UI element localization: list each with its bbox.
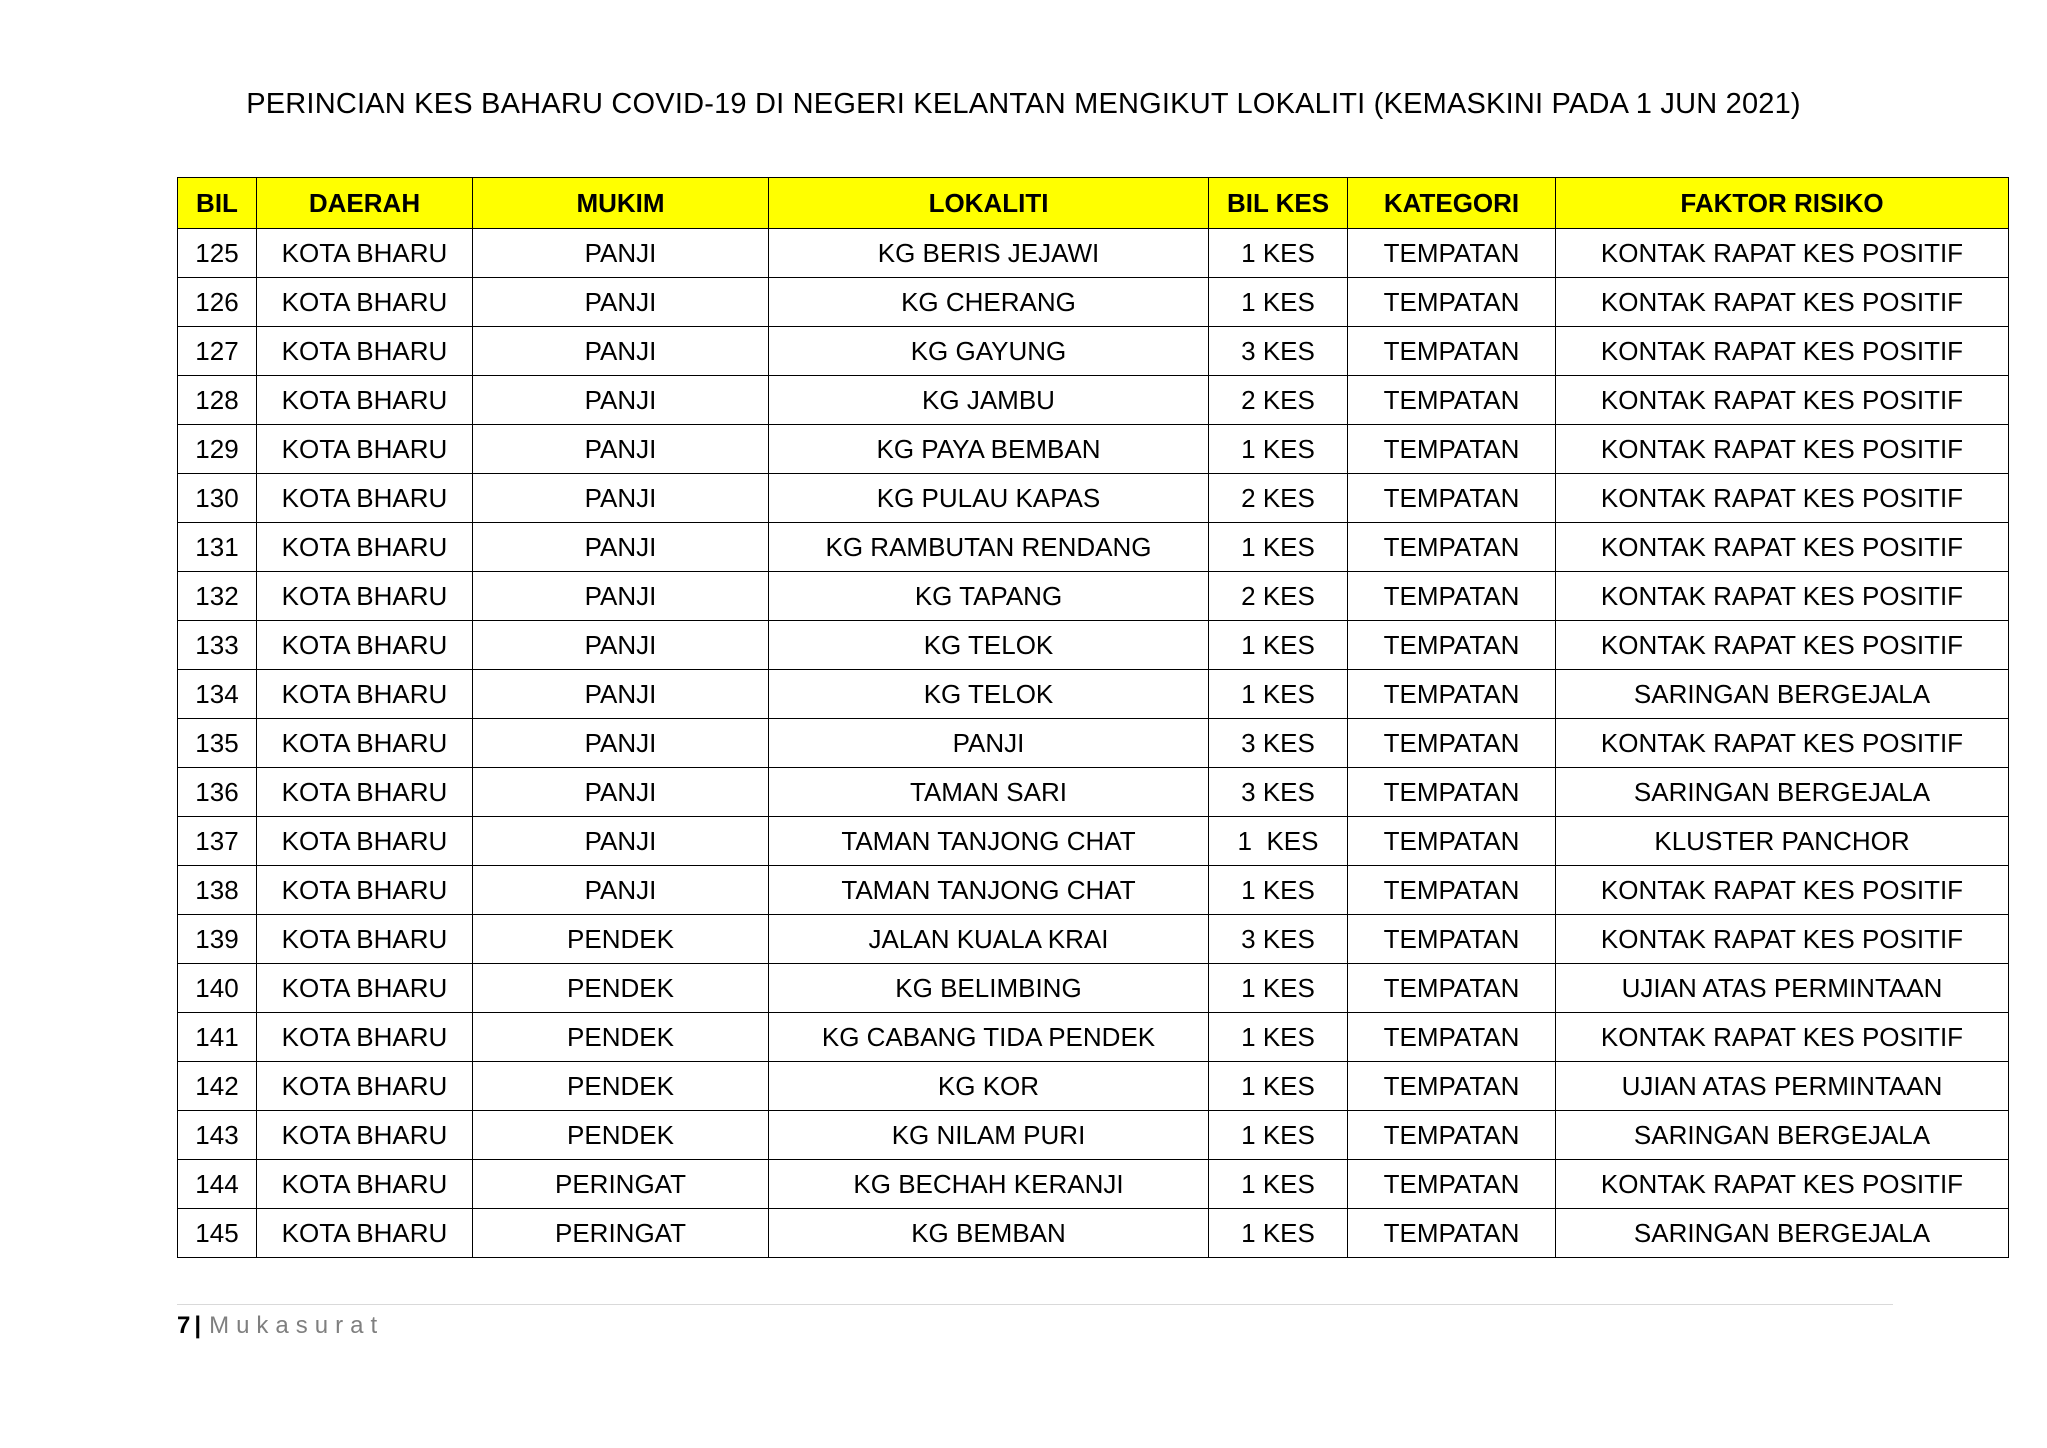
cell-faktor-risiko: KONTAK RAPAT KES POSITIF [1556, 1013, 2009, 1062]
cell-faktor-risiko: KONTAK RAPAT KES POSITIF [1556, 866, 2009, 915]
cell-lokaliti: KG TAPANG [769, 572, 1209, 621]
cell-mukim: PANJI [473, 572, 769, 621]
cell-kategori: TEMPATAN [1348, 768, 1556, 817]
table-row [178, 768, 2009, 817]
cell-mukim: PANJI [473, 376, 769, 425]
table-row [178, 915, 2009, 964]
cell-bil-kes: 3 KES [1209, 915, 1348, 964]
cell-daerah: KOTA BHARU [257, 572, 473, 621]
document-title: PERINCIAN KES BAHARU COVID-19 DI NEGERI KELANTAN MENGIKUT LOKALITI (KEMASKINI PADA 1 JUN 2021) [246, 88, 1801, 120]
cell-bil: 131 [178, 523, 257, 572]
cell-bil: 129 [178, 425, 257, 474]
cell-kategori: TEMPATAN [1348, 474, 1556, 523]
cell-bil-kes: 3 KES [1209, 327, 1348, 376]
cell-faktor-risiko: SARINGAN BERGEJALA [1556, 768, 2009, 817]
cell-bil-kes: 3 KES [1209, 719, 1348, 768]
cell-bil-kes: 1 KES [1209, 1062, 1348, 1111]
table-row [178, 866, 2009, 915]
cell-faktor-risiko: SARINGAN BERGEJALA [1556, 1209, 2009, 1258]
cell-faktor-risiko: UJIAN ATAS PERMINTAAN [1556, 1062, 2009, 1111]
cell-mukim: PENDEK [473, 964, 769, 1013]
cell-bil-kes: 1 KES [1209, 1013, 1348, 1062]
cell-kategori: TEMPATAN [1348, 1013, 1556, 1062]
cell-bil-kes: 2 KES [1209, 572, 1348, 621]
cell-mukim: PERINGAT [473, 1160, 769, 1209]
page-footer [177, 1312, 384, 1340]
cell-bil: 145 [178, 1209, 257, 1258]
cell-bil: 144 [178, 1160, 257, 1209]
cell-mukim: PANJI [473, 670, 769, 719]
cell-faktor-risiko: KONTAK RAPAT KES POSITIF [1556, 278, 2009, 327]
table-row [178, 1013, 2009, 1062]
header-mukim: MUKIM [473, 178, 769, 229]
header-daerah: DAERAH [257, 178, 473, 229]
table-row [178, 523, 2009, 572]
cell-lokaliti: TAMAN TANJONG CHAT [769, 866, 1209, 915]
cell-bil-kes: 3 KES [1209, 768, 1348, 817]
header-lokaliti: LOKALITI [769, 178, 1209, 229]
cell-bil: 132 [178, 572, 257, 621]
cell-kategori: TEMPATAN [1348, 327, 1556, 376]
cell-mukim: PERINGAT [473, 1209, 769, 1258]
cell-bil: 143 [178, 1111, 257, 1160]
cell-daerah: KOTA BHARU [257, 327, 473, 376]
cell-kategori: TEMPATAN [1348, 1209, 1556, 1258]
cell-kategori: TEMPATAN [1348, 621, 1556, 670]
cell-lokaliti: KG CABANG TIDA PENDEK [769, 1013, 1209, 1062]
cell-bil-kes: 1 KES [1209, 1111, 1348, 1160]
cell-mukim: PANJI [473, 425, 769, 474]
cell-kategori: TEMPATAN [1348, 964, 1556, 1013]
cell-kategori: TEMPATAN [1348, 1062, 1556, 1111]
footer-divider [177, 1304, 1893, 1305]
cell-mukim: PANJI [473, 229, 769, 278]
cell-lokaliti: KG BEMBAN [769, 1209, 1209, 1258]
cell-faktor-risiko: KONTAK RAPAT KES POSITIF [1556, 719, 2009, 768]
cell-daerah: KOTA BHARU [257, 1062, 473, 1111]
cell-daerah: KOTA BHARU [257, 1160, 473, 1209]
header-faktor-risiko: FAKTOR RISIKO [1556, 178, 2009, 229]
table-row [178, 229, 2009, 278]
cell-daerah: KOTA BHARU [257, 719, 473, 768]
cell-faktor-risiko: KONTAK RAPAT KES POSITIF [1556, 425, 2009, 474]
cell-lokaliti: PANJI [769, 719, 1209, 768]
cell-faktor-risiko: KONTAK RAPAT KES POSITIF [1556, 915, 2009, 964]
cell-bil-kes: 1 KES [1209, 621, 1348, 670]
cell-bil-kes: 1 KES [1209, 866, 1348, 915]
cell-daerah: KOTA BHARU [257, 670, 473, 719]
cell-faktor-risiko: KONTAK RAPAT KES POSITIF [1556, 572, 2009, 621]
cell-lokaliti: KG BECHAH KERANJI [769, 1160, 1209, 1209]
table-row [178, 474, 2009, 523]
cell-daerah: KOTA BHARU [257, 621, 473, 670]
table-row [178, 1111, 2009, 1160]
cell-bil-kes: 1 KES [1209, 523, 1348, 572]
cell-daerah: KOTA BHARU [257, 1111, 473, 1160]
header-bil: BIL [178, 178, 257, 229]
cell-bil: 133 [178, 621, 257, 670]
cell-bil: 137 [178, 817, 257, 866]
cell-faktor-risiko: KONTAK RAPAT KES POSITIF [1556, 376, 2009, 425]
cell-mukim: PANJI [473, 327, 769, 376]
cell-lokaliti: KG RAMBUTAN RENDANG [769, 523, 1209, 572]
cell-mukim: PANJI [473, 523, 769, 572]
cell-daerah: KOTA BHARU [257, 915, 473, 964]
cell-mukim: PANJI [473, 474, 769, 523]
cell-faktor-risiko: KONTAK RAPAT KES POSITIF [1556, 327, 2009, 376]
table-header-row [178, 178, 2009, 229]
cell-lokaliti: KG TELOK [769, 621, 1209, 670]
table-row [178, 817, 2009, 866]
cell-mukim: PANJI [473, 817, 769, 866]
cell-lokaliti: KG CHERANG [769, 278, 1209, 327]
cell-kategori: TEMPATAN [1348, 376, 1556, 425]
cell-bil-kes: 1 KES [1209, 670, 1348, 719]
table-row [178, 719, 2009, 768]
cell-bil-kes: 1 KES [1209, 817, 1348, 866]
table-row [178, 1062, 2009, 1111]
cell-kategori: TEMPATAN [1348, 915, 1556, 964]
cell-lokaliti: TAMAN SARI [769, 768, 1209, 817]
page-number: 7 [177, 1312, 191, 1339]
cell-bil: 139 [178, 915, 257, 964]
cell-lokaliti: KG GAYUNG [769, 327, 1209, 376]
table-row [178, 572, 2009, 621]
cell-bil-kes: 1 KES [1209, 964, 1348, 1013]
table-row [178, 425, 2009, 474]
footer-separator: | [194, 1312, 202, 1339]
cell-lokaliti: KG NILAM PURI [769, 1111, 1209, 1160]
cell-lokaliti: KG PULAU KAPAS [769, 474, 1209, 523]
cell-bil: 138 [178, 866, 257, 915]
cell-daerah: KOTA BHARU [257, 1209, 473, 1258]
cell-bil-kes: 2 KES [1209, 376, 1348, 425]
cell-kategori: TEMPATAN [1348, 670, 1556, 719]
cell-faktor-risiko: KONTAK RAPAT KES POSITIF [1556, 621, 2009, 670]
table-row [178, 621, 2009, 670]
cell-kategori: TEMPATAN [1348, 425, 1556, 474]
cell-kategori: TEMPATAN [1348, 866, 1556, 915]
cell-bil: 130 [178, 474, 257, 523]
cell-daerah: KOTA BHARU [257, 425, 473, 474]
cell-bil: 128 [178, 376, 257, 425]
table-row [178, 670, 2009, 719]
cell-bil-kes: 1 KES [1209, 229, 1348, 278]
cell-bil-kes: 1 KES [1209, 278, 1348, 327]
cell-kategori: TEMPATAN [1348, 1111, 1556, 1160]
header-bil-kes: BIL KES [1209, 178, 1348, 229]
cell-mukim: PANJI [473, 719, 769, 768]
cell-mukim: PENDEK [473, 915, 769, 964]
cell-daerah: KOTA BHARU [257, 278, 473, 327]
cell-bil: 140 [178, 964, 257, 1013]
cell-lokaliti: TAMAN TANJONG CHAT [769, 817, 1209, 866]
cell-bil: 134 [178, 670, 257, 719]
cell-faktor-risiko: KLUSTER PANCHOR [1556, 817, 2009, 866]
cell-bil: 136 [178, 768, 257, 817]
cell-bil-kes: 1 KES [1209, 425, 1348, 474]
cell-bil-kes: 1 KES [1209, 1209, 1348, 1258]
cell-bil-kes: 1 KES [1209, 1160, 1348, 1209]
cell-kategori: TEMPATAN [1348, 278, 1556, 327]
table-row [178, 278, 2009, 327]
page-label: Mukasurat [209, 1312, 385, 1339]
cell-faktor-risiko: KONTAK RAPAT KES POSITIF [1556, 1160, 2009, 1209]
cell-daerah: KOTA BHARU [257, 866, 473, 915]
cell-bil-kes: 2 KES [1209, 474, 1348, 523]
cell-daerah: KOTA BHARU [257, 229, 473, 278]
cell-kategori: TEMPATAN [1348, 572, 1556, 621]
cell-lokaliti: JALAN KUALA KRAI [769, 915, 1209, 964]
cell-daerah: KOTA BHARU [257, 768, 473, 817]
cell-bil: 141 [178, 1013, 257, 1062]
cell-faktor-risiko: SARINGAN BERGEJALA [1556, 670, 2009, 719]
table-body [178, 229, 2009, 1258]
cell-mukim: PENDEK [473, 1111, 769, 1160]
cell-faktor-risiko: KONTAK RAPAT KES POSITIF [1556, 523, 2009, 572]
cases-table [177, 177, 2009, 1258]
cell-bil: 135 [178, 719, 257, 768]
cell-daerah: KOTA BHARU [257, 474, 473, 523]
table-row [178, 1160, 2009, 1209]
table-row [178, 964, 2009, 1013]
cell-mukim: PANJI [473, 278, 769, 327]
table-row [178, 327, 2009, 376]
cell-faktor-risiko: UJIAN ATAS PERMINTAAN [1556, 964, 2009, 1013]
cell-bil: 125 [178, 229, 257, 278]
cell-mukim: PANJI [473, 866, 769, 915]
cell-faktor-risiko: KONTAK RAPAT KES POSITIF [1556, 229, 2009, 278]
cell-mukim: PENDEK [473, 1013, 769, 1062]
cell-kategori: TEMPATAN [1348, 1160, 1556, 1209]
cell-daerah: KOTA BHARU [257, 817, 473, 866]
cell-lokaliti: KG PAYA BEMBAN [769, 425, 1209, 474]
cell-lokaliti: KG KOR [769, 1062, 1209, 1111]
cell-daerah: KOTA BHARU [257, 1013, 473, 1062]
cell-mukim: PANJI [473, 768, 769, 817]
cell-bil: 142 [178, 1062, 257, 1111]
cell-daerah: KOTA BHARU [257, 523, 473, 572]
cell-kategori: TEMPATAN [1348, 817, 1556, 866]
cell-kategori: TEMPATAN [1348, 523, 1556, 572]
cell-mukim: PENDEK [473, 1062, 769, 1111]
cell-lokaliti: KG BELIMBING [769, 964, 1209, 1013]
cell-mukim: PANJI [473, 621, 769, 670]
cell-bil: 126 [178, 278, 257, 327]
cell-daerah: KOTA BHARU [257, 964, 473, 1013]
cell-faktor-risiko: KONTAK RAPAT KES POSITIF [1556, 474, 2009, 523]
cell-bil: 127 [178, 327, 257, 376]
cell-lokaliti: KG JAMBU [769, 376, 1209, 425]
cell-faktor-risiko: SARINGAN BERGEJALA [1556, 1111, 2009, 1160]
cell-lokaliti: KG TELOK [769, 670, 1209, 719]
cell-daerah: KOTA BHARU [257, 376, 473, 425]
cell-lokaliti: KG BERIS JEJAWI [769, 229, 1209, 278]
cell-kategori: TEMPATAN [1348, 719, 1556, 768]
cell-kategori: TEMPATAN [1348, 229, 1556, 278]
table-row [178, 1209, 2009, 1258]
table-row [178, 376, 2009, 425]
header-kategori: KATEGORI [1348, 178, 1556, 229]
